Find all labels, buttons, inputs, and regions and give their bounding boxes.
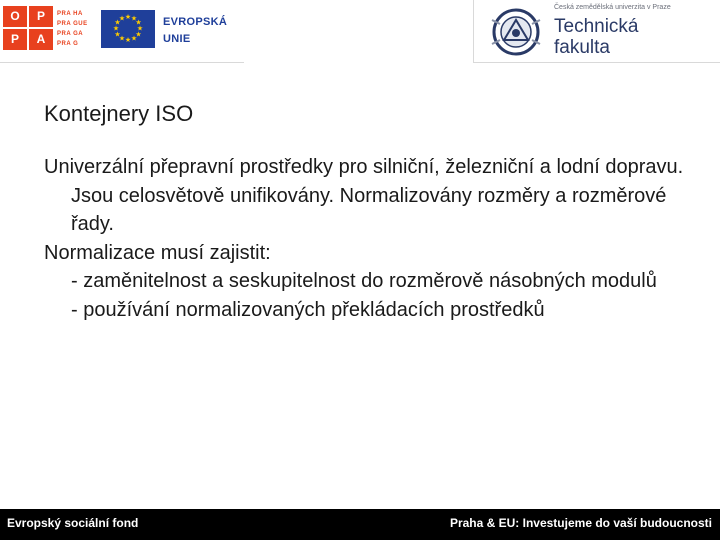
university-name: Česká zemědělská univerzita v Praze [554,4,671,11]
body-list-item: - používání normalizovaných překládacích prostředků [71,298,545,321]
svg-text:★: ★ [130,14,138,23]
header-logo-area [0,0,244,63]
oppa-letter: O [3,6,27,27]
svg-text:★: ★ [135,18,142,27]
svg-text:★: ★ [135,30,142,39]
faculty-logo-area [473,0,720,63]
oppa-letter: P [3,29,27,50]
header-gap [243,0,473,62]
svg-text:★: ★ [114,18,121,27]
body-paragraph: Univerzální přepravní prostředky pro silniční, železniční a lodní dopravu. Jsou celosvětově unifikovány. Normalizovány rozměry a rozměrové řady. [44,156,684,235]
svg-text:★: ★ [136,24,144,33]
oppa-word: PRA G [57,41,79,47]
eu-logo-text [163,14,227,48]
svg-text:★: ★ [114,30,121,39]
eu-flag-icon [101,10,155,48]
svg-text:★: ★ [118,14,126,23]
footer-left-text: Evropský sociální fond [7,516,139,530]
oppa-word: PRA GA [57,31,84,37]
svg-text:★: ★ [112,24,120,33]
oppa-word: PRA GUE [57,21,88,27]
oppa-letter: A [29,29,53,50]
oppa-words [57,9,88,49]
body-list-item: - zaměnitelnost a seskupitelnost do rozměrově násobných modulů [71,270,657,292]
faculty-name [554,16,639,58]
svg-text:★: ★ [130,34,138,43]
body-paragraph: Normalizace musí zajistit: [44,241,271,264]
faculty-emblem-icon [486,6,546,58]
oppa-logo [3,6,55,52]
svg-text:★: ★ [124,36,132,44]
footer-bar [0,509,720,540]
footer-right-text: Praha & EU: Investujeme do vaší budoucnosti [449,516,712,530]
eu-text-line1: EVROPSKÁ [163,16,228,28]
slide-body [44,153,684,324]
slide-title: Kontejnery ISO [44,101,194,126]
faculty-name-line2: fakulta [554,37,610,58]
faculty-name-line1: Technická [554,16,639,37]
eu-text-line2: UNIE [163,33,191,45]
svg-text:★: ★ [124,13,132,21]
oppa-letter: P [29,6,53,27]
svg-text:★: ★ [118,34,126,43]
oppa-word: PRA HA [57,11,83,17]
